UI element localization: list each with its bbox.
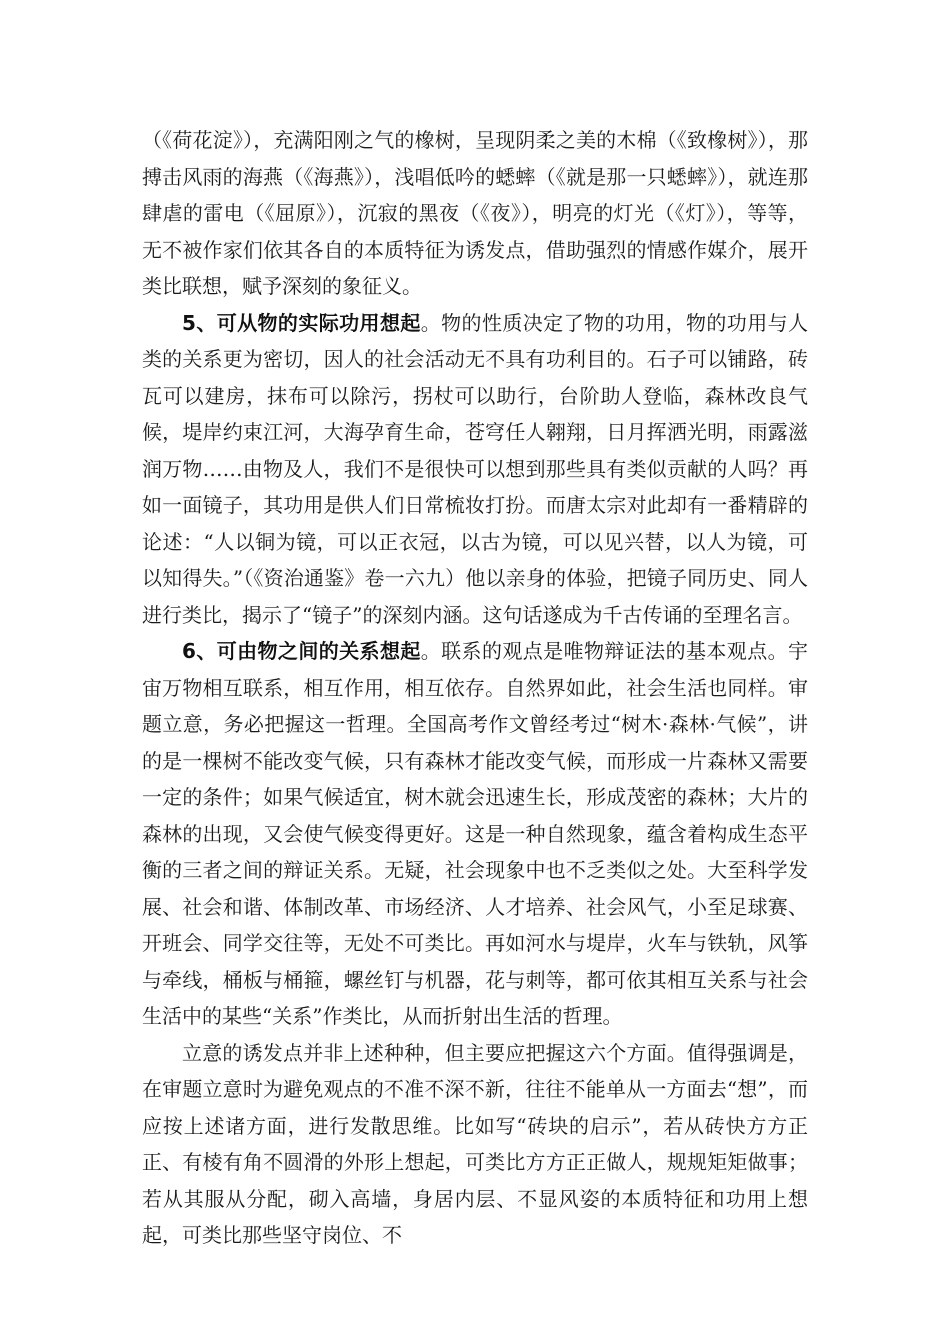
body-text	[142, 122, 808, 1254]
paragraph-continuation	[142, 122, 808, 305]
section-heading: 5、可从物的实际功用想起	[182, 310, 421, 335]
paragraph-functional-use	[142, 305, 808, 634]
paragraph-text: 立意的诱发点并非上述种种，但主要应把握这六个方面。值得强调是，在审题立意时为避免观点的不准不深不新，往往不能单从一方面去“想”，而应按上述诸方面，进行发散思维。比如写“砖块的启示”，若从砖快方方正正、有棱有角不圆滑的外形上想起，可类比方方正正做人，规规矩矩做事；若从其服从分配，砌入高墙，身居内层、不显风姿的本质特征和功用上想起，可类比那些坚守岗位、不	[142, 1040, 808, 1247]
paragraph-text: （《荷花淀》），充满阳刚之气的橡树，呈现阴柔之美的木棉（《致橡树》），那搏击风雨的海燕（《海燕》），浅唱低吟的蟋蟀（《就是那一只蟋蟀》），就连那肆虐的雷电（《屈原》），沉寂的黑夜（《夜》），明亮的灯光（《灯》），等等，无不被作家们依其各自的本质特征为诱发点，借助强烈的情感作媒介，展开类比联想，赋予深刻的象征义。	[142, 128, 808, 298]
paragraph-summary	[142, 1035, 808, 1254]
section-heading: 6、可由物之间的关系想起	[182, 639, 421, 663]
paragraph-text: 。物的性质决定了物的功用，物的功用与人类的关系更为密切，因人的社会活动无不具有功利目的。石子可以铺路，砖瓦可以建房，抹布可以除污，拐杖可以助行，台阶助人登临，森林改良气候，堤岸约束江河，大海孕育生命，苍穹任人翱翔，日月挥洒光明，雨露滋润万物……由物及人，我们不是很快可以想到那些具有类似贡献的人吗？再如一面镜子，其功用是供人们日常梳妆打扮。而唐太宗对此却有一番精辟的论述：“人以铜为镜，可以正衣冠，以古为镜，可以见兴替，以人为镜，可以知得失。”（《资治通鉴》卷一六九）他以亲身的体验，把镜子同历史、同人进行类比，揭示了“镜子”的深刻内涵。这句话遂成为千古传诵的至理名言。	[142, 310, 808, 627]
paragraph-text: 。联系的观点是唯物辩证法的基本观点。宇宙万物相互联系，相互作用，相互依存。自然界如此，社会生活也同样。审题立意，务必把握这一哲理。全国高考作文曾经考过“树木·森林·气候”，讲的是一棵树不能改变气候，只有森林才能改变气候，而形成一片森林又需要一定的条件；如果气候适宜，树木就会迅速生长，形成茂密的森林；大片的森林的出现，又会使气候变得更好。这是一种自然现象，蕴含着构成生态平衡的三者之间的辩证关系。无疑，社会现象中也不乏类似之处。大至科学发展、社会和谐、体制改革、市场经济、人才培养、社会风气，小至足球赛、开班会、同学交往等，无处不可类比。再如河水与堤岸，火车与铁轨，风筝与牵线，桶板与桶箍，螺丝钉与机器，花与刺等，都可依其相互关系与社会生活中的某些“关系”作类比，从而折射出生活的哲理。	[142, 639, 808, 1028]
paragraph-relationships	[142, 633, 808, 1035]
